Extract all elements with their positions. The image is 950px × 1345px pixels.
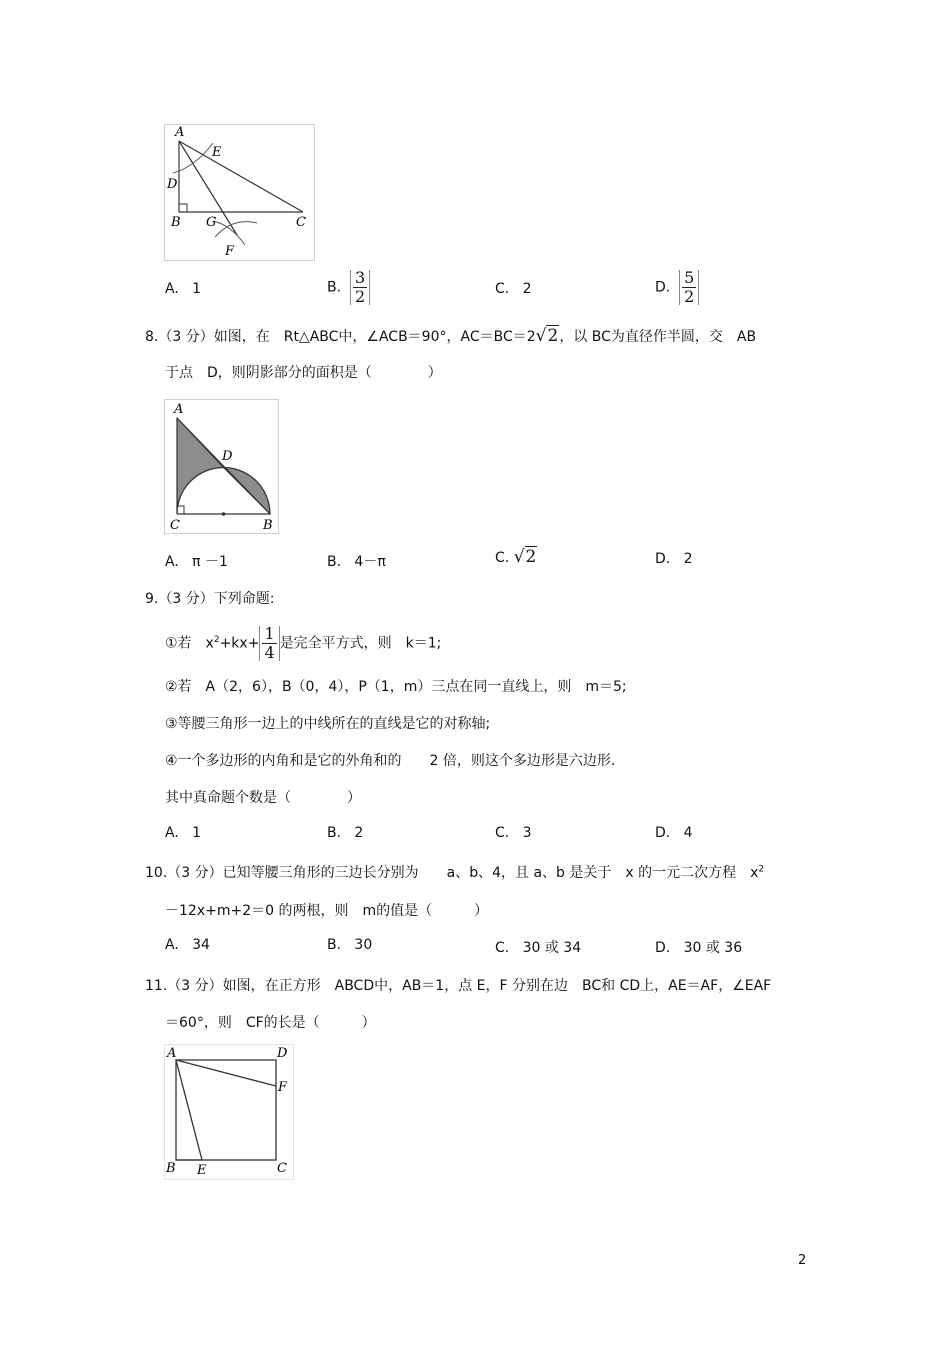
q8-stem-line1-pre: 8.（3 分）如图，在 Rt△ABC中，∠ACB＝90°，AC＝BC＝2 (145, 329, 536, 345)
q9-option-d-value: 4 (683, 825, 693, 841)
q9-s1-post: 是完全平方式，则 k＝1; (279, 635, 442, 652)
q11-label-e: E (197, 1163, 207, 1178)
q7-label-e: E (212, 145, 222, 160)
q7-figure (164, 124, 315, 261)
q9-option-d (655, 825, 693, 841)
q9-option-d-label: D. (655, 825, 671, 841)
q9-s1-numerator: 1 (264, 624, 275, 644)
q8-option-d-value: 2 (683, 551, 693, 567)
q10-stem-sup: 2 (758, 864, 765, 875)
q8-stem-line1-post: ，以 BC为直径作半圆，交 AB (559, 329, 757, 345)
q10-option-b-value: 30 (354, 937, 373, 953)
q7-option-b (327, 270, 370, 305)
q7-label-b: B (171, 215, 181, 230)
q8-sqrt-radicand: 2 (547, 326, 559, 346)
q7-label-c: C (296, 215, 306, 230)
page-number: 2 (798, 1253, 807, 1268)
q7-label-a: A (175, 125, 185, 140)
q7-option-d-numerator: 5 (684, 268, 695, 287)
q9-title: 9.（3 分）下列命题: (145, 591, 275, 607)
q7-label-f: F (225, 244, 235, 259)
q10-option-c-label: C. (495, 940, 510, 956)
q7-label-d: D (167, 177, 178, 192)
q8-option-a (165, 551, 228, 571)
q7-option-b-fraction (350, 270, 370, 305)
q8-option-c (495, 547, 537, 567)
q7-option-c (495, 281, 532, 297)
q8-label-a: A (174, 402, 184, 417)
q11-label-a: A (167, 1046, 177, 1061)
q7-option-d-fraction (679, 270, 699, 305)
q10-option-d (655, 937, 742, 957)
q9-option-b-label: B. (327, 825, 342, 841)
q8-option-b-value: 4－π (354, 554, 386, 570)
q9-statement-1 (165, 620, 441, 664)
q10-option-c (495, 937, 581, 957)
q7-option-a-label: A. (165, 281, 179, 297)
q9-s1-denominator: 4 (264, 643, 275, 663)
q11-label-c: C (277, 1161, 287, 1176)
q8-option-c-sqrt: √2 (513, 547, 537, 567)
q10-option-a (165, 937, 210, 953)
q7-option-c-value: 2 (522, 281, 532, 297)
q8-option-c-radicand: 2 (525, 547, 537, 567)
q7-option-c-label: C. (495, 281, 510, 297)
q7-label-g: G (206, 215, 217, 230)
q11-label-d: D (277, 1046, 288, 1061)
q7-option-d-label: D. (655, 279, 671, 296)
q10-option-d-label: D. (655, 940, 671, 956)
q10-option-a-label: A. (165, 937, 179, 953)
q9-statement-4: ④一个多边形的内角和是它的外角和的 2 倍，则这个多边形是六边形. (165, 753, 616, 769)
q9-option-a-label: A. (165, 825, 179, 841)
q8-sqrt: √2 (535, 326, 559, 346)
q10-option-d-value: 30 或 36 (683, 940, 743, 956)
q8-stem-line1 (145, 326, 756, 346)
q11-label-b: B (166, 1161, 176, 1176)
q10-option-a-value: 34 (192, 937, 210, 953)
q9-option-a (165, 825, 201, 841)
q8-label-d: D (222, 449, 233, 464)
q8-option-a-label: A. (165, 554, 179, 570)
q9-statement-3: ③等腰三角形一边上的中线所在的直线是它的对称轴; (165, 716, 491, 732)
q7-option-a (165, 281, 201, 297)
q8-stem-line2: 于点 D，则阴影部分的面积是（ ） (165, 365, 442, 381)
q10-option-c-value: 30 或 34 (522, 940, 582, 956)
q11-figure (164, 1044, 294, 1180)
q7-option-d (655, 270, 699, 305)
q8-option-c-label: C. (495, 550, 510, 566)
q10-option-b (327, 937, 372, 953)
q8-option-a-value: π －1 (192, 554, 228, 570)
q8-option-b (327, 551, 386, 571)
q8-option-d-label: D. (655, 551, 671, 567)
q9-option-c-value: 3 (522, 825, 532, 841)
q9-s1-pre: ①若 x (165, 635, 214, 652)
q9-option-a-value: 1 (192, 825, 202, 841)
q8-label-b: B (263, 518, 273, 533)
q7-option-b-denominator: 2 (354, 287, 366, 306)
q10-option-b-label: B. (327, 937, 342, 953)
q10-stem-line1-text: 10.（3 分）已知等腰三角形的三边长分别为 a、b、4，且 a、b 是关于 x 的一元二次方程 x (145, 865, 759, 881)
q9-s1-fraction (259, 626, 279, 661)
q8-figure (164, 399, 279, 534)
q7-option-b-numerator: 3 (354, 268, 366, 287)
q9-option-b (327, 825, 363, 841)
q9-s1-mid: +kx+ (219, 635, 260, 652)
q9-statement-2: ②若 A（2，6），B（0，4），P（1，m）三点在同一直线上，则 m＝5; (165, 679, 627, 695)
q11-label-f: F (278, 1080, 288, 1095)
q11-stem-line2: ＝60°，则 CF的长是（ ） (165, 1015, 376, 1031)
q7-option-b-label: B. (327, 279, 342, 296)
q11-stem-line1: 11.（3 分）如图，在正方形 ABCD中，AB＝1，点 E，F 分别在边 BC和 CD上，AE＝AF，∠EAF (145, 978, 772, 994)
q8-option-b-label: B. (327, 554, 342, 570)
q10-stem-line2: －12x+m+2＝0 的两根，则 m的值是（ ） (165, 903, 489, 919)
q10-stem-line1 (145, 862, 764, 882)
q9-s1-sup: 2 (213, 635, 220, 645)
q9-option-c-label: C. (495, 825, 510, 841)
q8-option-d (655, 551, 693, 567)
q7-option-a-value: 1 (192, 281, 202, 297)
q9-option-c (495, 825, 532, 841)
q9-option-b-value: 2 (354, 825, 364, 841)
q7-option-d-denominator: 2 (684, 287, 695, 306)
q8-label-c: C (170, 518, 180, 533)
q9-ask: 其中真命题个数是（ ） (165, 790, 361, 806)
